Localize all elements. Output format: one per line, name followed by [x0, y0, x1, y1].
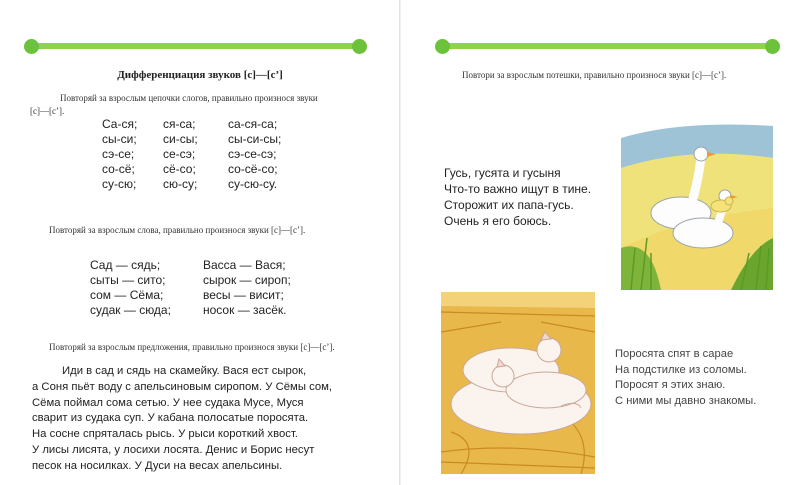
syllable: су-сю-су.	[228, 177, 278, 191]
syllable: сэ-се;	[102, 147, 135, 161]
instruction-rhymes: Повтори за взрослым потешки, правильно произнося звуки [с]—[с’].	[462, 70, 727, 80]
words-col-1	[90, 258, 171, 318]
word-pair: Васса — Вася;	[203, 258, 286, 272]
header-rule	[440, 43, 770, 49]
header-rule	[30, 43, 360, 49]
right-page	[400, 0, 799, 485]
geese-illustration	[621, 98, 773, 290]
rule-dot-left	[24, 39, 39, 54]
syllable: сю-су;	[163, 177, 198, 191]
syllable: сё-со;	[163, 162, 196, 176]
rule-dot-right	[352, 39, 367, 54]
syllable: со-сё;	[102, 162, 135, 176]
word-pair: сыты — сито;	[90, 273, 166, 287]
word-pair: сом — Сёма;	[90, 288, 164, 302]
poem-geese: Гусь, гусята и гусыня Что-то важно ищут в тине. Сторожит их папа-гусь. Очень я его боюсь.	[444, 166, 592, 228]
syllable: сэ-се-сэ;	[228, 147, 277, 161]
rule-dot-left	[435, 39, 450, 54]
piglets-illustration	[441, 292, 595, 474]
word-pair: Сад — сядь;	[90, 258, 161, 272]
syllables-col-3	[228, 117, 281, 192]
instruction-syllables: Повторяй за взрослым цепочки слогов, правильно произнося звуки [с]—[с’].	[30, 93, 318, 116]
syllable: сы-си;	[102, 132, 137, 146]
syllable: сы-си-сы;	[228, 132, 282, 146]
syllable: ся-са;	[163, 117, 196, 131]
syllable: су-сю;	[102, 177, 137, 191]
section-title: Дифференциация звуков [с]—[с’]	[117, 69, 283, 81]
word-pair: сырок — сироп;	[203, 273, 291, 287]
words-col-2	[203, 258, 291, 318]
sentences-paragraph: Иди в сад и сядь на скамейку. Вася ест сырок, а Соня пьёт воду с апельсиновым сиропом. У Сёмы сом, Сёма поймал сома сетью. У нее судака Мусе, Муся сварит из судака суп. У кабана полосатые поросята. На сосне спряталась рысь. У рыси короткий хвост. У лисы лисята, у лосихи лосята. Денис и Борис несут песок на носилках. У Дуси на весах апельсины.	[32, 365, 333, 472]
rule-dot-right	[765, 39, 780, 54]
syllables-col-1	[102, 117, 137, 192]
syllable: са-ся-са;	[228, 117, 278, 131]
syllables-col-2	[163, 117, 198, 192]
syllable: си-сы;	[163, 132, 198, 146]
instruction-words: Повторяй за взрослым слова, правильно произнося звуки [с]—[с’].	[49, 225, 306, 235]
syllable: се-сэ;	[163, 147, 196, 161]
word-pair: судак — сюда;	[90, 303, 171, 317]
syllable: со-сё-со;	[228, 162, 278, 176]
word-pair: носок — засёк.	[203, 303, 287, 317]
instruction-sentences: Повторяй за взрослым предложения, правильно произнося звуки [с]—[с’].	[49, 342, 335, 352]
poem-piglets: Поросята спят в сарае На подстилке из соломы. Поросят я этих знаю. С ними мы давно знакомы.	[615, 348, 757, 407]
syllable: Са-ся;	[102, 117, 138, 131]
word-pair: весы — висит;	[203, 288, 284, 302]
